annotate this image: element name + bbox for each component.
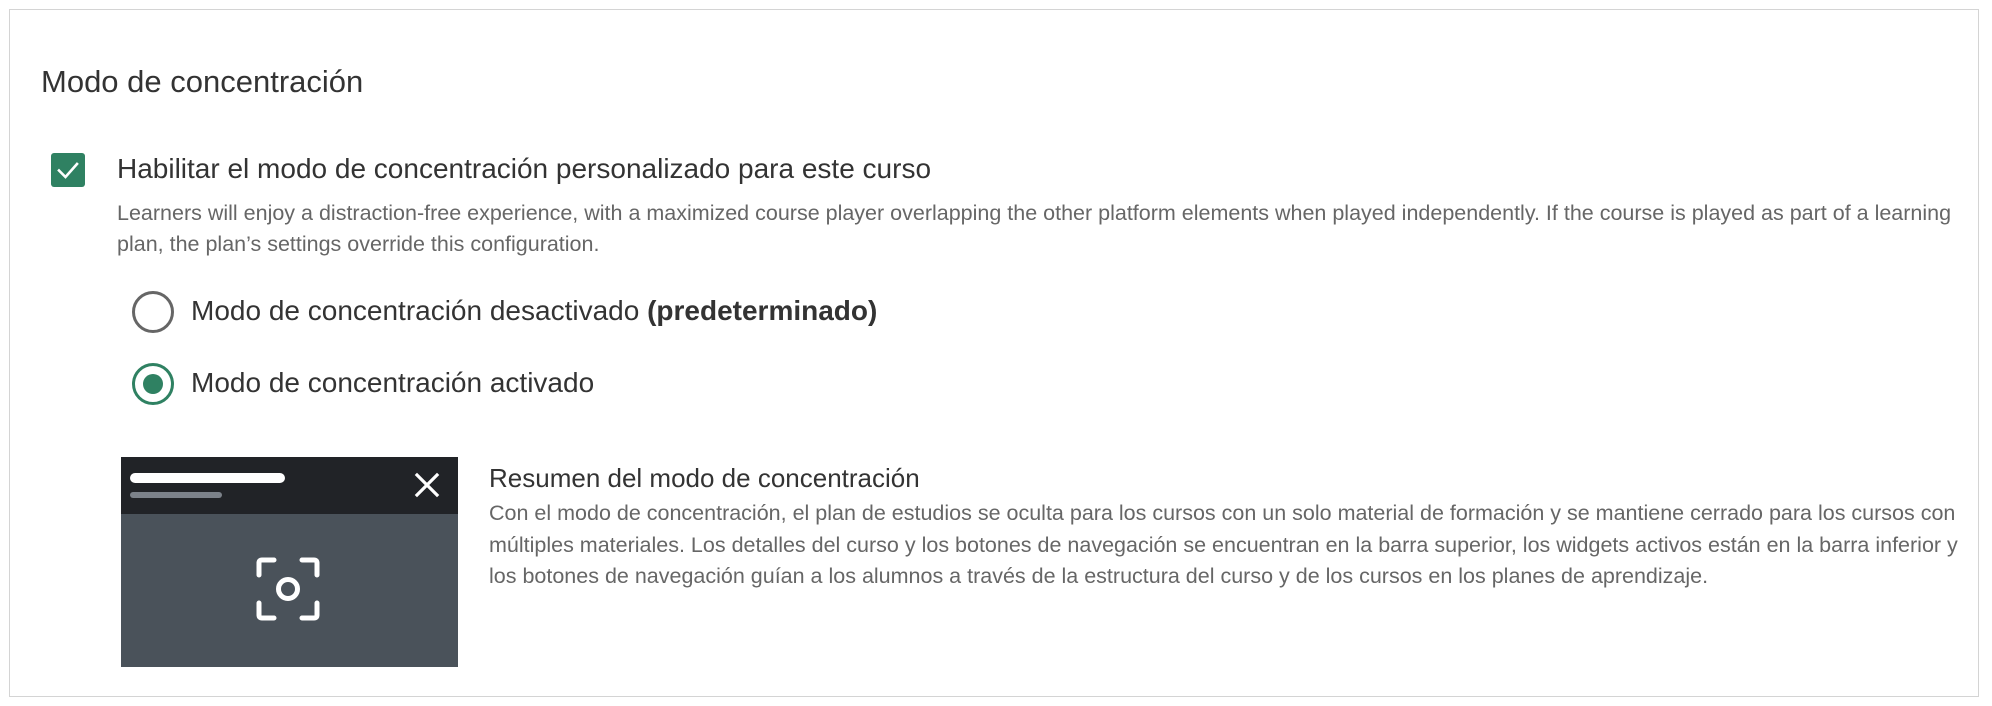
summary-title: Resumen del modo de concentración — [489, 463, 920, 493]
section-title: Modo de concentración — [41, 64, 364, 99]
custom-focus-label[interactable]: Habilitar el modo de concentración personalizado para este curso — [117, 153, 932, 184]
focus-mode-panel — [9, 9, 1979, 697]
summary-description: Con el modo de concentración, el plan de estudios se oculta para los cursos con un solo material de formación y se mantiene cerrado para los cursos con múltiples materiales. Los detalles del curso y los botones de navegación se encuentran en la barra superior, los widgets activos están en la barra inferior y los botones de navegación guían a los alumnos a través de la estructura del curso y de los cursos en los planes de aprendizaje. — [489, 501, 1958, 588]
default-tag: (predeterminado) — [647, 295, 878, 326]
focus-mode-icon — [256, 557, 320, 621]
preview-title-placeholder — [130, 473, 285, 483]
checkmark-icon — [56, 158, 80, 182]
custom-focus-help-text: Learners will enjoy a distraction-free experience, with a maximized course player overlapping the other platform elements when played independently. If the course is played as part of a learning plan, the plan’s settings override this configuration. — [117, 201, 1952, 256]
focus-mode-off-label[interactable] — [191, 294, 877, 328]
custom-focus-checkbox[interactable] — [51, 153, 85, 187]
close-icon — [412, 470, 442, 500]
preview-subtitle-placeholder — [130, 492, 222, 498]
focus-mode-on-label[interactable]: Modo de concentración activado — [191, 367, 595, 398]
focus-mode-off-label-text: Modo de concentración desactivado — [191, 295, 640, 326]
preview-header-bar — [121, 457, 458, 514]
focus-mode-on-radio[interactable] — [132, 363, 174, 405]
focus-mode-preview-image — [121, 457, 458, 667]
focus-mode-off-radio[interactable] — [132, 291, 174, 333]
